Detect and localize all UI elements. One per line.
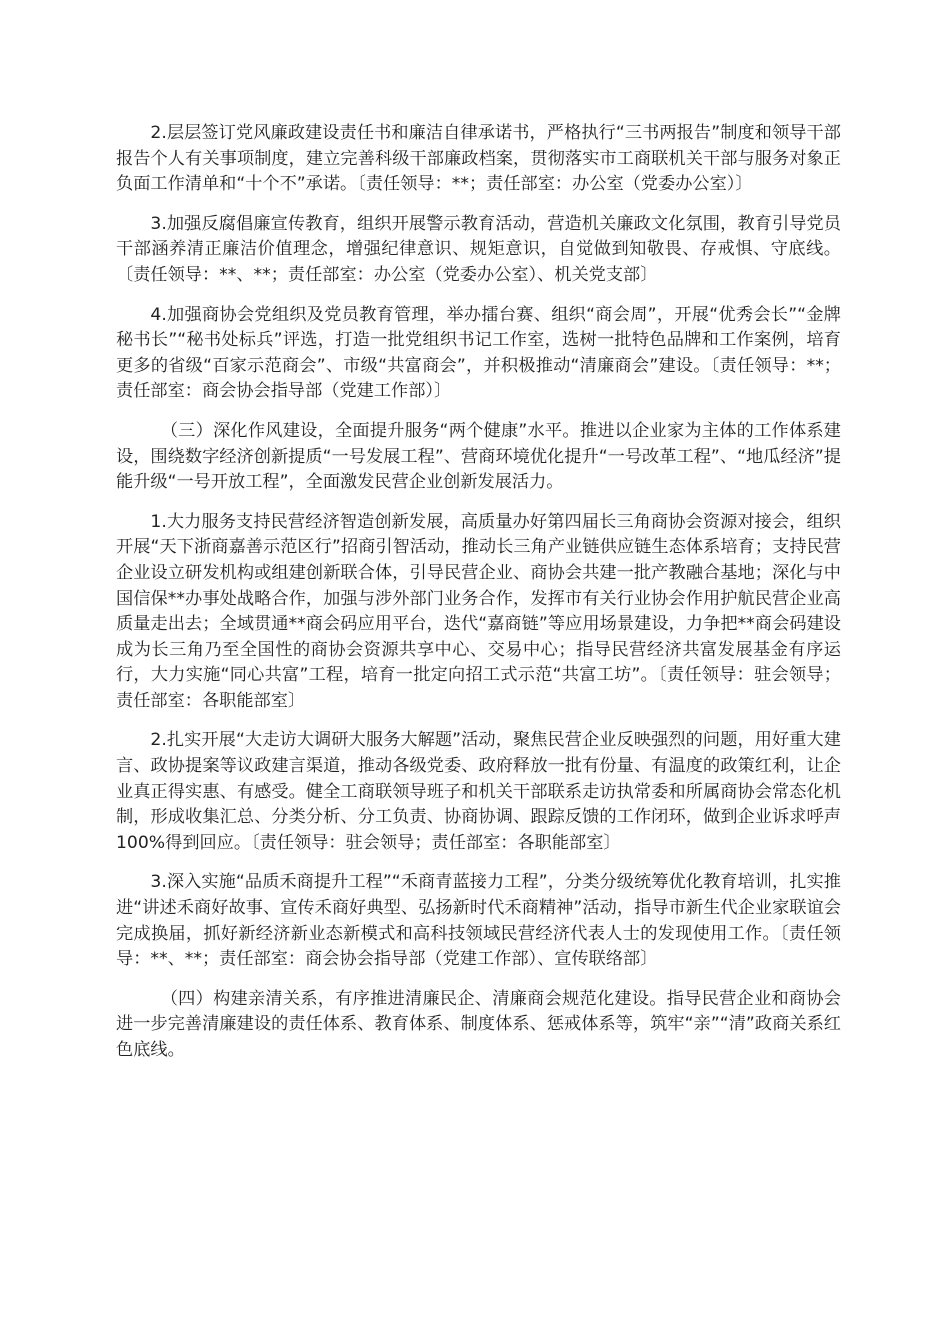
section-heading-4: （四）构建亲清关系，有序推进清廉民企、清廉商会规范化建设。指导民营企业和商协会进一步完善清廉建设的责任体系、教育体系、制度体系、惩戒体系等，筑牢“亲”“清”政商关系红色底线。 xyxy=(116,988,841,1060)
paragraph-item-4: 4.加强商协会党组织及党员教育管理，举办擂台赛、组织“商会周”，开展“优秀会长”“金牌秘书长”“秘书处标兵”评选，打造一批党组织书记工作室，选树一批特色品牌和工作案例，培育更多的省级“百家示范商会”、市级“共富商会”，并积极推动“清廉商会”建设。〔责任领导：**；责任部室：商会协会指导部（党建工作部）〕 xyxy=(116,304,841,402)
paragraph-item-1: 1.大力服务支持民营经济智造创新发展，高质量办好第四届长三角商协会资源对接会，组织开展“天下浙商嘉善示范区行”招商引智活动，推动长三角产业链供应链生态体系培育；支持民营企业设立研发机构或组建创新联合体，引导民营企业、商协会共建一批产教融合基地；深化与中国信保**办事处战略合作，加强与涉外部门业务合作，发挥市有关行业协会作用护航民营企业高质量走出去；全域贯通**商会码应用平台，迭代“嘉商链”等应用场景建设，力争把**商会码建设成为长三角乃至全国性的商协会资源共享中心、交易中心；指导民营经济共富发展基金有序运行，大力实施“同心共富”工程，培育一批定向招工式示范“共富工坊”。〔责任领导：驻会领导；责任部室：各职能部室〕 xyxy=(116,511,841,711)
section-heading-3: （三）深化作风建设，全面提升服务“两个健康”水平。推进以企业家为主体的工作体系建设，围绕数字经济创新提质“一号发展工程”、营商环境优化提升“一号改革工程”、“地瓜经济”提能升级“一号开放工程”，全面激发民营企业创新发展活力。 xyxy=(116,420,841,493)
paragraph-item-3: 3.加强反腐倡廉宣传教育，组织开展警示教育活动，营造机关廉政文化氛围，教育引导党员干部涵养清正廉洁价值理念，增强纪律意识、规矩意识，自觉做到知敬畏、存戒惧、守底线。〔责任领导：**、**；责任部室：办公室（党委办公室）、机关党支部〕 xyxy=(116,213,841,285)
paragraph-item-3b: 3.深入实施“品质禾商提升工程”“禾商青蓝接力工程”，分类分级统筹优化教育培训，扎实推进“讲述禾商好故事、宣传禾商好典型、弘扬新时代禾商精神”活动，指导市新生代企业家联谊会完成换届，抓好新经济新业态新模式和高科技领域民营经济代表人士的发现使用工作。〔责任领导：**、**；责任部室：商会协会指导部（党建工作部）、宣传联络部〕 xyxy=(116,872,841,970)
document-body xyxy=(116,121,841,1078)
paragraph-item-2: 2.层层签订党风廉政建设责任书和廉洁自律承诺书，严格执行“三书两报告”制度和领导干部报告个人有关事项制度，建立完善科级干部廉政档案，贯彻落实市工商联机关干部与服务对象正负面工作清单和“十个不”承诺。〔责任领导：**；责任部室：办公室（党委办公室）〕 xyxy=(116,123,841,195)
paragraph-item-2b: 2.扎实开展“大走访大调研大服务大解题”活动，聚焦民营企业反映强烈的问题，用好重大建言、政协提案等议政建言渠道，推动各级党委、政府释放一批有份量、有温度的政策红利，让企业真正得实惠、有感受。健全工商联领导班子和机关干部联系走访执常委和所属商协会常态化机制，形成收集汇总、分类分析、分工负责、协商协调、跟踪反馈的工作闭环，做到企业诉求呼声100%得到回应。〔责任领导：驻会领导；责任部室：各职能部室〕 xyxy=(116,730,841,853)
